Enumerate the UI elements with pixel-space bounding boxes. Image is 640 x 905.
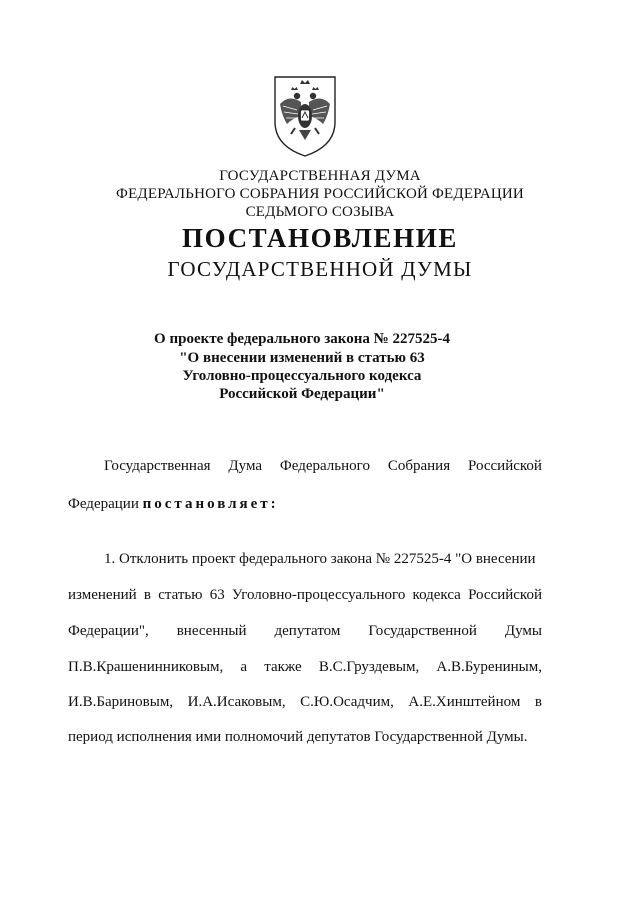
preamble-word: Собрания — [387, 458, 451, 474]
word: И.В.Бариновым, — [68, 694, 174, 710]
organization-line-2: ФЕДЕРАЛЬНОГО СОБРАНИЯ РОССИЙСКОЙ ФЕДЕРАЦИИ — [116, 186, 524, 202]
word: кодекса — [412, 587, 461, 603]
resolves-word: постановляет: — [142, 496, 279, 512]
preamble-word: Федерального — [279, 458, 370, 474]
subject-line-1: О проекте федерального закона № 227525-4 — [154, 331, 450, 347]
word: а — [240, 659, 248, 675]
word: в — [534, 694, 542, 710]
item1-line-6: период исполнения ими полномочий депутатов Государственной Думы. — [68, 729, 528, 745]
preamble-line-1 — [104, 458, 542, 475]
word: Государственной — [368, 623, 477, 639]
preamble-word: Российской — [468, 458, 542, 474]
word: С.Ю.Осадчим, — [300, 694, 394, 710]
word: И.А.Исаковым, — [187, 694, 286, 710]
item1-line-1: 1. Отклонить проект федерального закона № 227525-4 "О внесении — [104, 551, 536, 567]
word: в — [143, 587, 151, 603]
word: изменений — [68, 587, 137, 603]
word: статью — [158, 587, 203, 603]
item1-line-3 — [68, 623, 542, 640]
item1-line-2 — [68, 587, 542, 604]
word: А.В.Бурениным, — [436, 659, 542, 675]
word: А.Е.Хинштейном — [408, 694, 521, 710]
word: депутатом — [274, 623, 341, 639]
word: также — [264, 659, 302, 675]
preamble-word: Государственная — [104, 458, 211, 474]
preamble-text: Федерации — [68, 496, 143, 512]
word: Федерации", — [68, 623, 149, 639]
item1-line-4 — [68, 659, 542, 676]
organization-line-3: СЕДЬМОГО СОЗЫВА — [245, 204, 395, 220]
subject-line-4: Российской Федерации" — [219, 386, 385, 402]
subject-line-2: "О внесении изменений в статью 63 — [179, 350, 425, 366]
preamble-word: Дума — [228, 458, 263, 474]
word: 63 — [209, 587, 225, 603]
organization-line-1: ГОСУДАРСТВЕННАЯ ДУМА — [219, 168, 421, 184]
word: внесенный — [176, 623, 247, 639]
subject-line-3: Уголовно-процессуального кодекса — [182, 368, 422, 384]
document-subtitle: ГОСУДАРСТВЕННОЙ ДУМЫ — [167, 257, 473, 281]
word: Думы — [504, 623, 542, 639]
preamble-line-2 — [68, 496, 542, 513]
item1-line-5 — [68, 694, 542, 711]
word: П.В.Крашенинниковым, — [68, 659, 224, 675]
coat-of-arms-icon — [271, 74, 339, 158]
word: В.С.Груздевым, — [318, 659, 420, 675]
word: Российской — [468, 587, 542, 603]
document-title: ПОСТАНОВЛЕНИЕ — [182, 223, 458, 253]
word: Уголовно-процессуального — [231, 587, 406, 603]
